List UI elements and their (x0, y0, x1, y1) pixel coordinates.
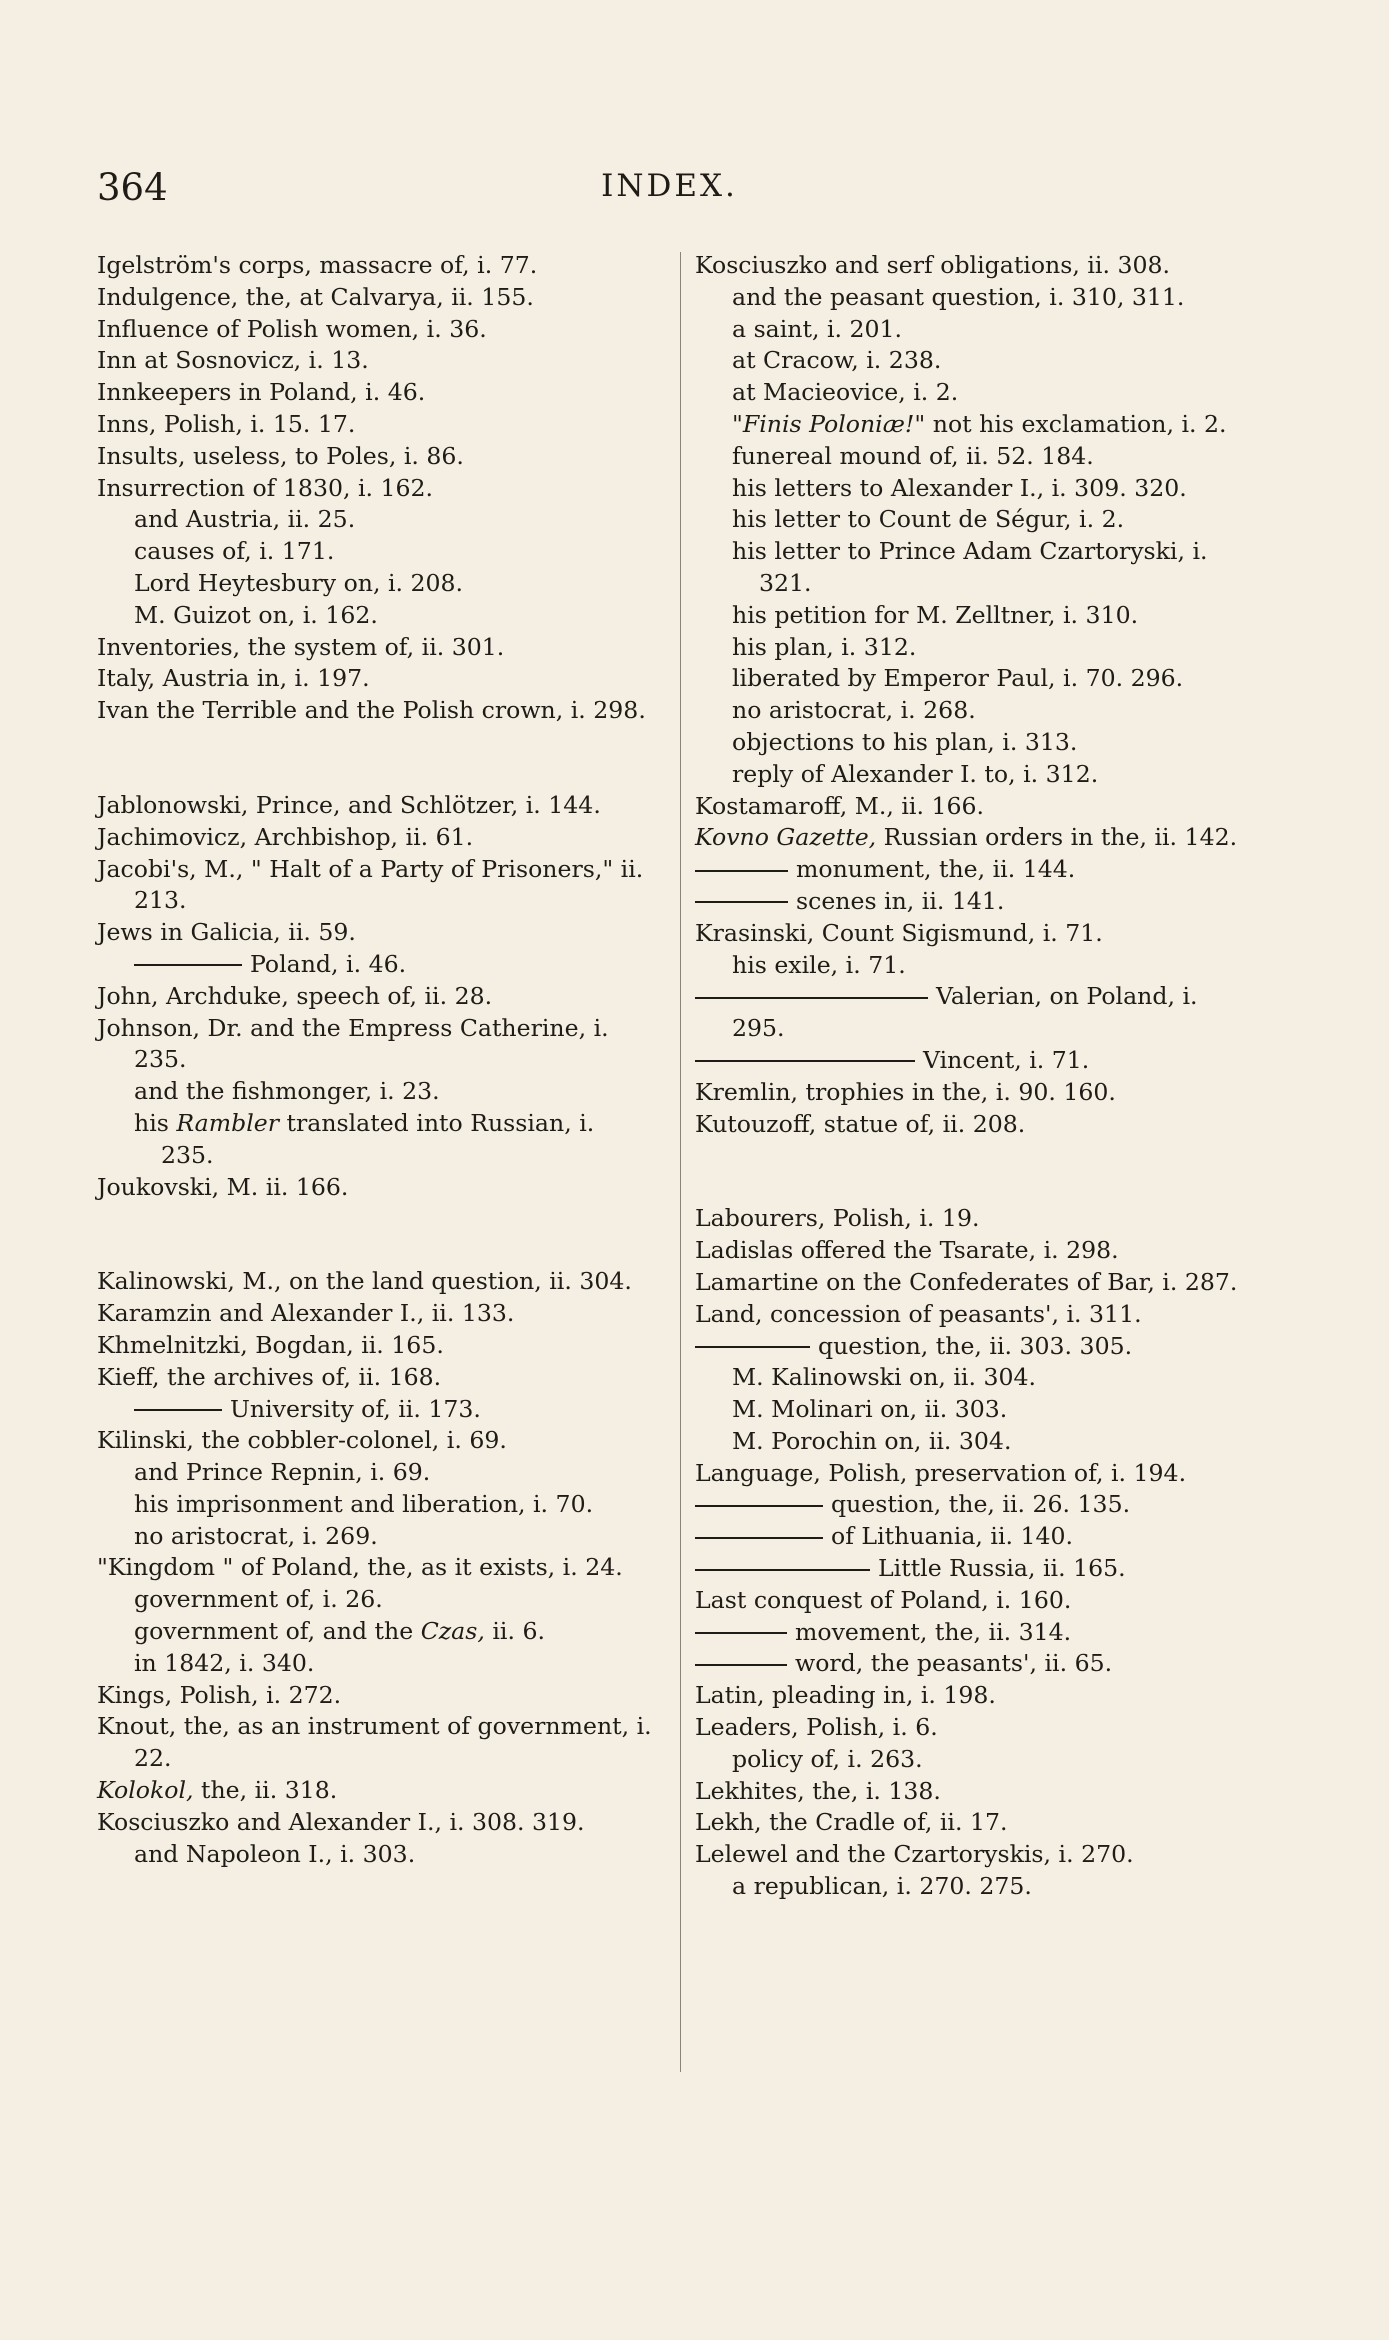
index-entry: Lamartine on the Confederates of Bar, i. 287. (695, 1267, 1238, 1296)
index-subentry: M. Porochin on, ii. 304. (732, 1426, 1012, 1455)
index-entry: Kings, Polish, i. 272. (97, 1680, 342, 1709)
index-entry: Kalinowski, M., on the land question, ii. 304. (97, 1267, 632, 1296)
section-gap (695, 1140, 1251, 1203)
index-subentry: M. Molinari on, ii. 303. (732, 1395, 1008, 1424)
index-entry: Innkeepers in Poland, i. 46. (97, 378, 426, 407)
index-entry: Inns, Polish, i. 15. 17. (97, 409, 356, 438)
right-column (695, 250, 1251, 1903)
section-gap (97, 727, 652, 790)
index-entry: Kosciuszko and Alexander I., i. 308. 319. (97, 1807, 585, 1836)
index-subentry: policy of, i. 263. (732, 1744, 923, 1773)
index-subentry: "Finis Poloniæ!" not his exclamation, i. 2. (732, 409, 1227, 438)
index-subentry: and Napoleon I., i. 303. (134, 1839, 416, 1868)
index-subentry-dash: Valerian, on Poland, i. 295. (695, 981, 1251, 1045)
index-subentry: his imprisonment and liberation, i. 70. (134, 1489, 594, 1518)
index-subentry-dash: scenes in, ii. 141. (695, 886, 1251, 918)
index-subentry: his letter to Prince Adam Czartoryski, i. 321. (732, 537, 1208, 597)
index-subentry-dash: University of, ii. 173. (97, 1394, 652, 1426)
index-entry: Kosciuszko and serf obligations, ii. 308. (695, 251, 1170, 279)
index-subentry: government of, and the Czas, ii. 6. (134, 1617, 545, 1646)
index-entry: Kieff, the archives of, ii. 168. (97, 1362, 442, 1391)
ditto-dash (695, 1537, 823, 1539)
index-entry: Latin, pleading in, i. 198. (695, 1681, 996, 1710)
index-entry: Kutouzoff, statue of, ii. 208. (695, 1109, 1026, 1138)
index-subentry: in 1842, i. 340. (134, 1648, 315, 1677)
ditto-dash (695, 901, 788, 903)
ditto-dash (695, 1346, 810, 1348)
index-entry: Joukovski, M. ii. 166. (97, 1172, 349, 1201)
index-entry: Karamzin and Alexander I., ii. 133. (97, 1299, 515, 1328)
index-subentry-dash: Poland, i. 46. (97, 949, 652, 981)
index-entry: Ladislas offered the Tsarate, i. 298. (695, 1236, 1119, 1265)
index-entry: Khmelnitzki, Bogdan, ii. 165. (97, 1330, 444, 1359)
index-subentry-dash: movement, the, ii. 314. (695, 1617, 1251, 1649)
index-entry: Kremlin, trophies in the, i. 90. 160. (695, 1077, 1116, 1106)
index-subentry: funereal mound of, ii. 52. 184. (732, 441, 1094, 470)
ditto-dash (695, 1569, 870, 1571)
index-subentry-dash: monument, the, ii. 144. (695, 854, 1251, 886)
index-entry: Indulgence, the, at Calvarya, ii. 155. (97, 282, 534, 311)
index-subentry-dash: of Lithuania, ii. 140. (695, 1521, 1251, 1553)
index-entry: Ivan the Terrible and the Polish crown, i. 298. (97, 696, 646, 725)
index-entry: Insurrection of 1830, i. 162. (97, 473, 434, 502)
index-subentry: M. Kalinowski on, ii. 304. (732, 1363, 1037, 1392)
index-subentry: causes of, i. 171. (134, 537, 335, 566)
index-subentry: no aristocrat, i. 268. (732, 696, 976, 725)
ditto-dash (695, 997, 928, 999)
index-entry: Influence of Polish women, i. 36. (97, 314, 487, 343)
ditto-dash (695, 870, 788, 872)
index-entry: Jacobi's, M., " Halt of a Party of Prisoners," ii. 213. (97, 854, 644, 915)
ditto-dash (134, 1409, 222, 1411)
index-subentry: no aristocrat, i. 269. (134, 1521, 378, 1550)
index-entry: Knout, the, as an instrument of government, i. 22. (97, 1712, 652, 1773)
index-subentry: his letters to Alexander I., i. 309. 320. (732, 473, 1187, 502)
index-entry: Labourers, Polish, i. 19. (695, 1204, 980, 1233)
index-entry: Italy, Austria in, i. 197. (97, 664, 370, 693)
index-subentry: and the peasant question, i. 310, 311. (732, 282, 1185, 311)
ditto-dash (695, 1664, 787, 1666)
section-gap (97, 1203, 652, 1266)
index-entry: Krasinski, Count Sigismund, i. 71. (695, 918, 1103, 947)
left-column (97, 250, 652, 1870)
index-subentry: at Cracow, i. 238. (732, 346, 942, 375)
index-subentry: his exile, i. 71. (732, 950, 906, 979)
index-entry: Insults, useless, to Poles, i. 86. (97, 441, 464, 470)
index-entry: Last conquest of Poland, i. 160. (695, 1585, 1072, 1614)
index-subentry-dash: Little Russia, ii. 165. (695, 1553, 1251, 1585)
index-entry: Inventories, the system of, ii. 301. (97, 632, 505, 661)
page-header (97, 166, 1242, 214)
ditto-dash (695, 1505, 823, 1507)
index-subentry: a republican, i. 270. 275. (732, 1872, 1032, 1901)
index-entry: Igelström's corps, massacre of, i. 77. (97, 251, 538, 279)
index-entry: Johnson, Dr. and the Empress Catherine, i. 235. (97, 1013, 609, 1074)
index-subentry-dash: word, the peasants', ii. 65. (695, 1648, 1251, 1680)
index-entry: Kilinski, the cobbler-colonel, i. 69. (97, 1426, 507, 1455)
index-entry: Kostamaroff, M., ii. 166. (695, 791, 984, 820)
ditto-dash (134, 964, 242, 966)
index-entry: Jachimovicz, Archbishop, ii. 61. (97, 822, 474, 851)
index-entry: Jews in Galicia, ii. 59. (97, 918, 356, 947)
index-subentry: at Macieovice, i. 2. (732, 378, 959, 407)
index-subentry: a saint, i. 201. (732, 314, 903, 343)
index-entry: Jablonowski, Prince, and Schlötzer, i. 144. (97, 790, 601, 819)
index-subentry-dash: question, the, ii. 26. 135. (695, 1489, 1251, 1521)
index-subentry-dash: question, the, ii. 303. 305. (695, 1331, 1251, 1363)
index-subentry: his Rambler translated into Russian, i. 235. (134, 1108, 595, 1169)
index-subentry-dash: Vincent, i. 71. (695, 1045, 1251, 1077)
index-entry: Inn at Sosnovicz, i. 13. (97, 346, 369, 375)
index-subentry: his letter to Count de Ségur, i. 2. (732, 505, 1125, 534)
index-entry: "Kingdom " of Poland, the, as it exists, i. 24. (97, 1553, 623, 1582)
index-entry: Lelewel and the Czartoryskis, i. 270. (695, 1840, 1134, 1869)
index-entry: Leaders, Polish, i. 6. (695, 1713, 938, 1742)
index-entry: Land, concession of peasants', i. 311. (695, 1299, 1142, 1328)
index-subentry: and Austria, ii. 25. (134, 505, 356, 534)
ditto-dash (695, 1632, 787, 1634)
index-entry: Kolokol, the, ii. 318. (97, 1776, 338, 1805)
index-subentry: Lord Heytesbury on, i. 208. (134, 568, 464, 597)
index-subentry: and Prince Repnin, i. 69. (134, 1458, 431, 1487)
index-subentry: reply of Alexander I. to, i. 312. (732, 759, 1099, 788)
index-subentry: and the fishmonger, i. 23. (134, 1077, 440, 1106)
index-subentry: government of, i. 26. (134, 1585, 383, 1614)
index-entry: Kovno Gazette, Russian orders in the, ii. 142. (695, 823, 1238, 852)
index-subentry: his petition for M. Zelltner, i. 310. (732, 600, 1139, 629)
page-number: 364 (97, 166, 168, 209)
index-subentry: M. Guizot on, i. 162. (134, 600, 378, 629)
index-subentry: objections to his plan, i. 313. (732, 727, 1078, 756)
index-entry: Lekh, the Cradle of, ii. 17. (695, 1808, 1008, 1837)
index-subentry: his plan, i. 312. (732, 632, 917, 661)
index-entry: Language, Polish, preservation of, i. 194. (695, 1458, 1187, 1487)
column-divider (680, 252, 681, 2072)
index-subentry: liberated by Emperor Paul, i. 70. 296. (732, 664, 1184, 693)
index-entry: John, Archduke, speech of, ii. 28. (97, 981, 493, 1010)
ditto-dash (695, 1060, 915, 1062)
running-head: INDEX. (601, 168, 738, 204)
index-entry: Lekhites, the, i. 138. (695, 1776, 941, 1805)
